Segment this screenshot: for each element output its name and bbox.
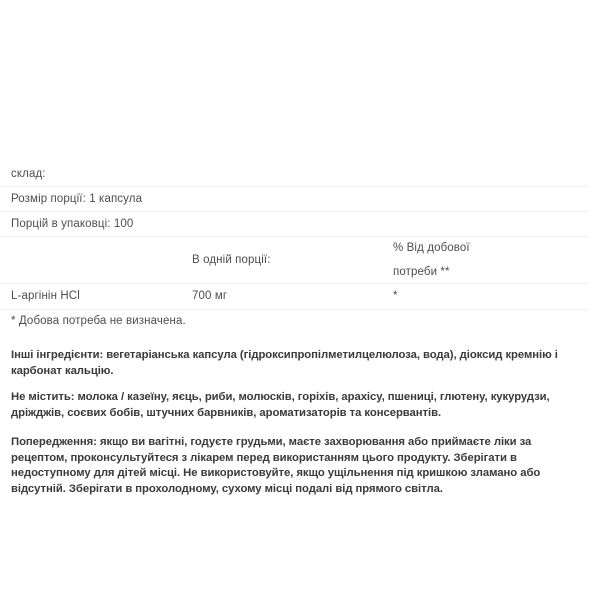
other-ingredients-paragraph: Інші інгредієнти: вегетаріанська капсула (гідроксипропілметилцелюлоза, вода), діоксид кремнію і карбонат кальцію. <box>11 349 558 377</box>
supplement-facts-table <box>0 162 588 332</box>
daily-value-footnote: * Добова потреба не визначена. <box>11 315 186 327</box>
ingredient-amount: 700 мг <box>192 290 228 302</box>
table-row <box>0 284 588 310</box>
top-blank-area <box>0 0 600 162</box>
table-row-serving-size <box>0 187 588 212</box>
header-amount-per-serving-label: В одній порції: <box>192 253 271 266</box>
table-header-row <box>0 237 588 284</box>
warning-paragraph: Попередження: якщо ви вагітні, годуєте грудьми, маєте захворювання або приймаєте ліки за рецептом, проконсультуйтеся з лікарем перед використанням цього продукту. Зберігати в недоступному для дітей місці. Не використовуйте, якщо ущільнення під кришкою зламано або відсутній. Зберігати в прохолодному, сухому місці подалі від прямого світла. <box>11 436 541 495</box>
servings-per-container-text: Порцій в упаковці: 100 <box>11 218 134 230</box>
header-daily-value <box>393 237 588 284</box>
free-from-paragraph: Не містить: молока / казеїну, яєць, риби, молюсків, горіхів, арахісу, пшениці, глютену, кукурудзи, дріжджів, соєвих бобів, штучних барвників, ароматизаторів та консервантів. <box>11 391 550 419</box>
table-row-composition-title <box>0 162 588 187</box>
header-amount-per-serving <box>192 237 393 284</box>
body-copy-section <box>0 348 600 497</box>
table-row-servings-per-container <box>0 212 588 237</box>
composition-title: склад: <box>11 168 46 180</box>
header-daily-value-line2: потреби ** <box>393 265 450 278</box>
ingredient-name: L-аргінін HCl <box>11 290 80 302</box>
serving-size-text: Розмір порції: 1 капсула <box>11 193 143 205</box>
table-row-footnote <box>0 310 588 333</box>
ingredient-daily-value: * <box>393 290 398 302</box>
header-name-column <box>0 237 192 284</box>
header-daily-value-line1: % Від добової <box>393 241 470 254</box>
